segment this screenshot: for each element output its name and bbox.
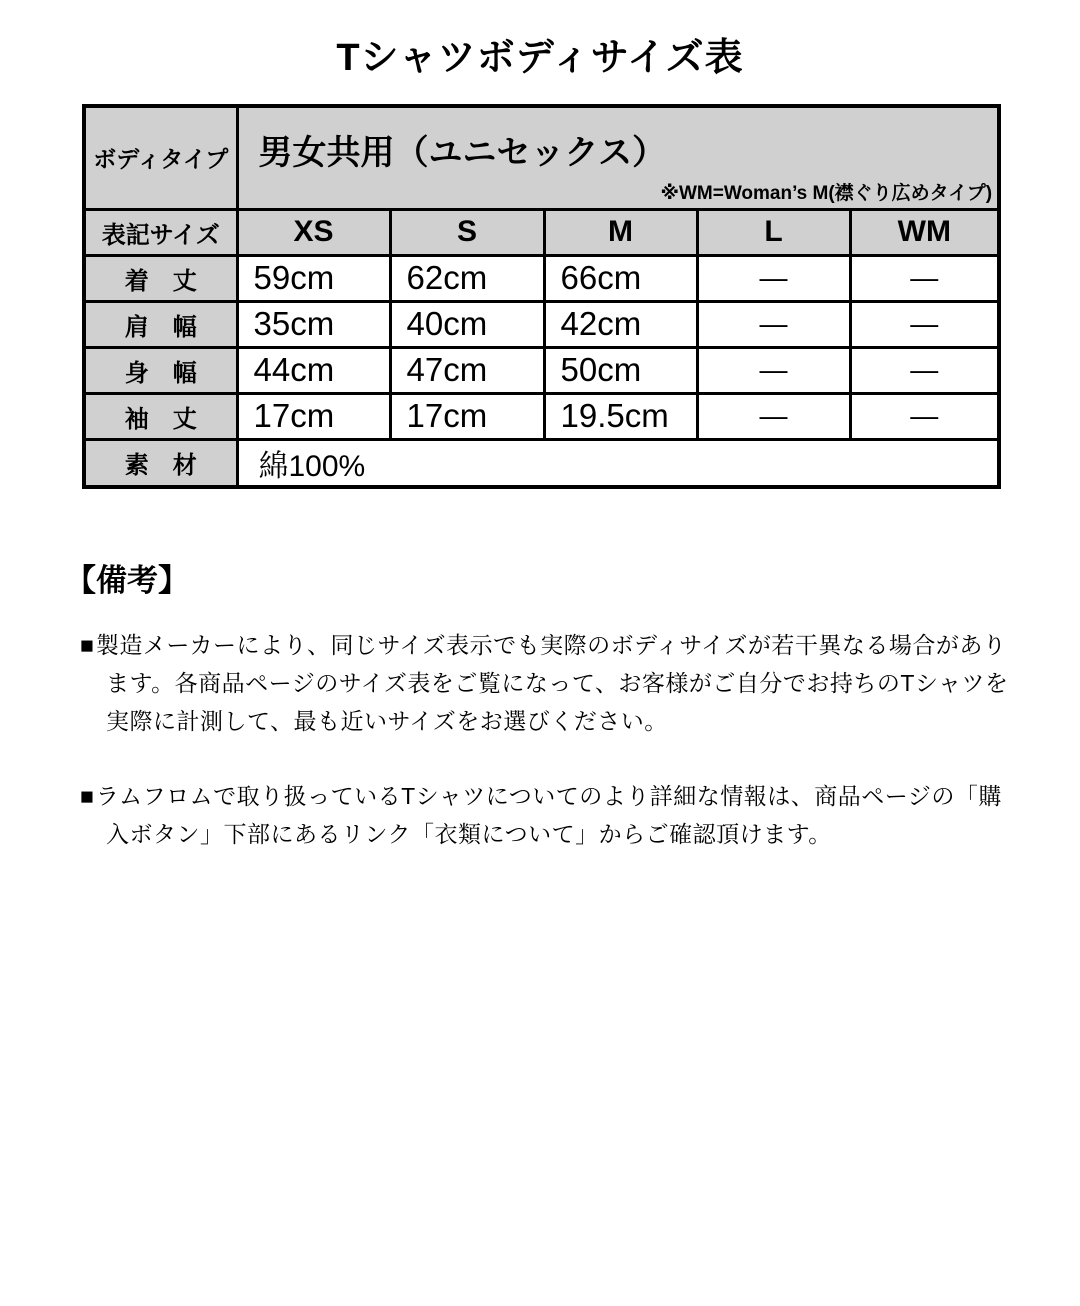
size-header-row [84,209,999,255]
table-row-shoulder [84,301,999,347]
row-label-shoulder: 肩 幅 [84,301,237,347]
row-label-width: 身 幅 [84,347,237,393]
size-value-cell-empty: — [850,393,999,439]
size-header-xs: XS [237,209,390,255]
page-title: Tシャツボディサイズ表 [336,37,744,79]
size-value-cell: 47cm [390,347,544,393]
note-text: 製造メーカーにより、同じサイズ表示でも実際のボディサイズが若干異なる場合があります。各商品ページのサイズ表をご覧になって、お客様がご自分でお持ちのTシャツを実際に計測して、最も近いサイズをお選びください。 [95,631,1009,734]
notes-heading: 【備考】 [65,562,189,598]
size-header-s: S [390,209,544,255]
size-value-cell: 62cm [390,255,544,301]
size-row-label-cell: 表記サイズ [84,209,237,255]
body-type-label-cell: ボディタイプ [84,106,237,209]
size-value-cell-empty: — [850,255,999,301]
size-value-cell-empty: — [850,301,999,347]
size-value-cell: 17cm [390,393,544,439]
table-row-sleeve [84,393,999,439]
size-header-l: L [697,209,850,255]
table-row-width [84,347,999,393]
row-label-material: 素 材 [84,439,237,487]
size-value-cell: 19.5cm [544,393,697,439]
row-label-sleeve: 袖 丈 [84,393,237,439]
size-value-cell-empty: — [697,393,850,439]
size-header-wm: WM [850,209,999,255]
size-value-cell: 66cm [544,255,697,301]
size-header-m: M [544,209,697,255]
notes-section [65,555,1015,853]
note-item [80,626,1015,740]
row-label-length: 着 丈 [84,255,237,301]
size-value-cell-empty: — [697,301,850,347]
body-type-row [84,106,999,209]
note-text: ラムフロムで取り扱っているTシャツについてのより詳細な情報は、商品ページの「購入ボタン」下部にあるリンク「衣類について」からご確認頂けます。 [95,782,1002,847]
size-table [82,104,1001,489]
size-value-cell: 42cm [544,301,697,347]
wm-note: ※WM=Woman’s M(襟ぐり広めタイプ) [660,182,993,204]
size-value-cell-empty: — [850,347,999,393]
square-bullet-icon: ■ [80,782,96,809]
body-type-value: 男女共用（ユニセックス） [258,134,667,173]
square-bullet-icon: ■ [80,631,96,658]
size-value-cell-empty: — [697,255,850,301]
size-value-cell: 35cm [237,301,390,347]
size-value-cell-empty: — [697,347,850,393]
table-row-material [84,439,999,487]
note-item [80,777,1015,853]
table-row-length [84,255,999,301]
size-value-cell: 50cm [544,347,697,393]
size-value-cell: 17cm [237,393,390,439]
size-value-cell: 59cm [237,255,390,301]
material-value-cell: 綿100% [237,439,999,487]
body-type-value-cell [237,106,999,209]
size-value-cell: 44cm [237,347,390,393]
size-value-cell: 40cm [390,301,544,347]
